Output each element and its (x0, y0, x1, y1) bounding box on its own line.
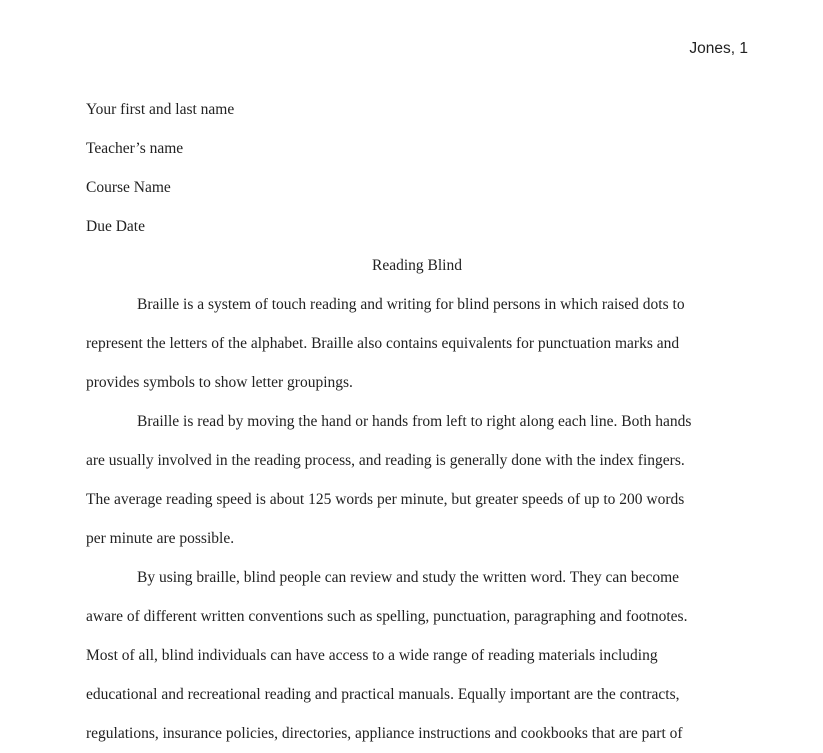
paragraph-line: regulations, insurance policies, directories, appliance instructions and cookbooks that are part of (86, 725, 683, 742)
paragraph-2 (86, 402, 748, 558)
paragraph-3 (86, 558, 748, 753)
document-body (86, 90, 748, 753)
due-date: Due Date (86, 218, 145, 235)
student-name: Your first and last name (86, 101, 235, 118)
course-name: Course Name (86, 179, 171, 196)
paragraph-line: The average reading speed is about 125 words per minute, but greater speeds of up to 200 words (86, 491, 685, 508)
paragraph-line: By using braille, blind people can review and study the written word. They can become (137, 569, 680, 586)
paragraph-line: per minute are possible. (86, 530, 235, 547)
paragraph-line: educational and recreational reading and practical manuals. Equally important are the contracts, (86, 686, 680, 703)
paragraph-line: are usually involved in the reading process, and reading is generally done with the index fingers. (86, 452, 685, 469)
running-header: Jones, 1 (689, 40, 748, 57)
paragraph-1 (86, 285, 748, 402)
paragraph-line: Braille is a system of touch reading and writing for blind persons in which raised dots to (137, 296, 685, 313)
paragraph-line: aware of different written conventions such as spelling, punctuation, paragraphing and footnotes. (86, 608, 688, 625)
document-title: Reading Blind (372, 257, 462, 274)
paragraph-line: Braille is read by moving the hand or hands from left to right along each line. Both hands (137, 413, 692, 430)
teacher-name: Teacher’s name (86, 140, 184, 157)
paragraph-line: provides symbols to show letter groupings. (86, 374, 353, 391)
paragraph-line: represent the letters of the alphabet. Braille also contains equivalents for punctuation marks and (86, 335, 680, 352)
paragraph-line: Most of all, blind individuals can have access to a wide range of reading materials including (86, 647, 658, 664)
